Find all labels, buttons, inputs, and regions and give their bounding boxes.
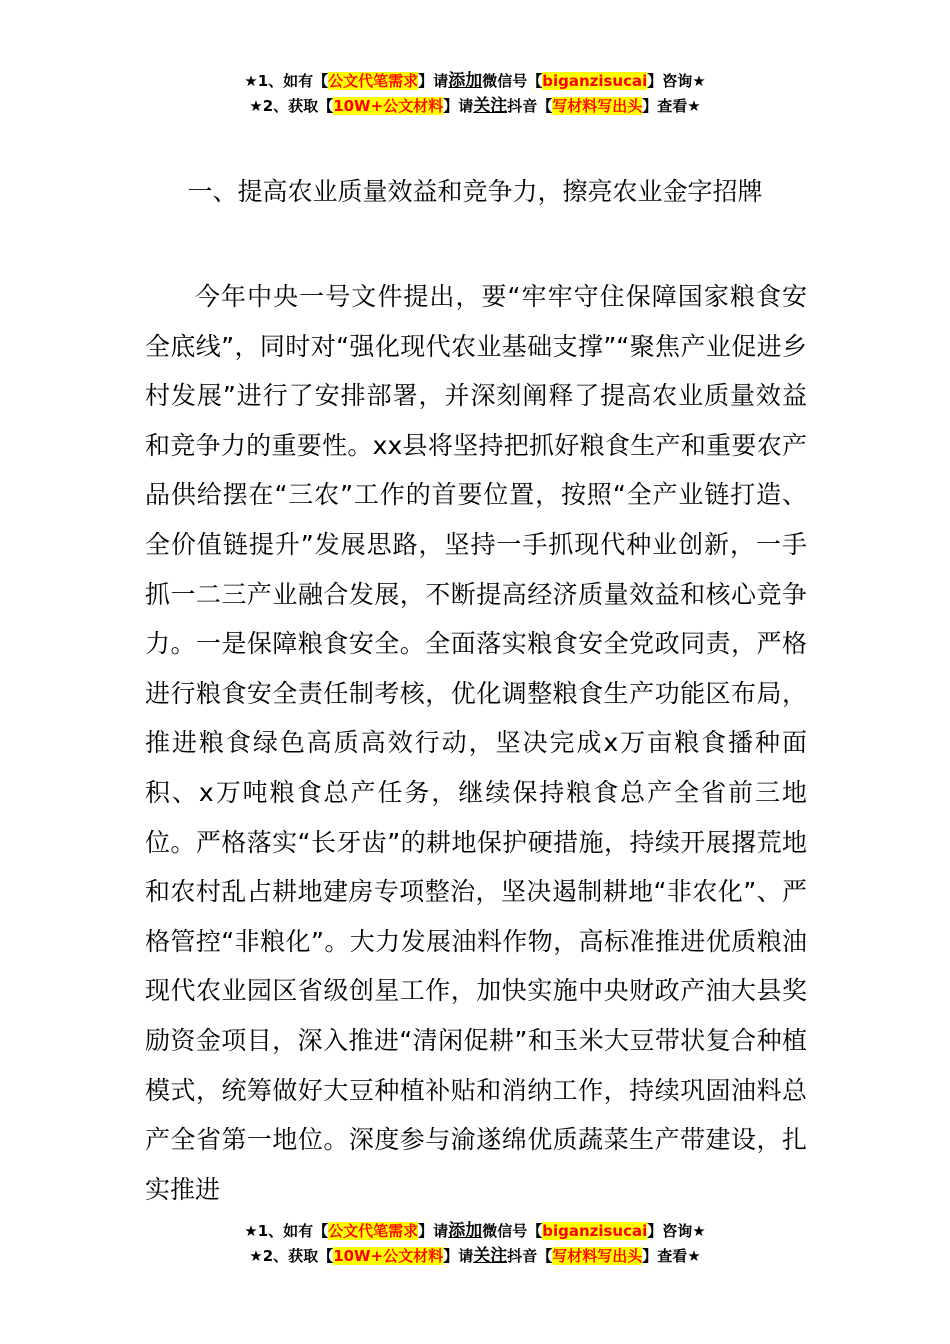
- section-heading: 一、提高农业质量效益和竞争力，擦亮农业金字招牌: [187, 177, 763, 206]
- highlight-service: 公文代笔需求: [328, 1222, 419, 1240]
- header-banner-line-2: ★2、获取【10W+公文材料】请关注抖音【写材料写出头】查看★: [249, 96, 701, 116]
- footer-banner: [0, 1219, 950, 1269]
- footer-banner-line-1: ★1、如有【公文代笔需求】请添加微信号【biganzisucai】咨询★: [244, 1221, 706, 1241]
- highlight-service: 公文代笔需求: [328, 72, 419, 90]
- underlined-follow: 关注: [473, 1246, 508, 1266]
- highlight-douyin-account: 写材料写出头: [552, 97, 643, 115]
- highlight-materials: 10W+公文材料: [333, 1247, 444, 1265]
- header-banner-line-1: ★1、如有【公文代笔需求】请添加微信号【biganzisucai】咨询★: [244, 71, 706, 91]
- highlight-wechat-id: biganzisucai: [542, 72, 648, 90]
- underlined-follow: 关注: [473, 96, 508, 116]
- body-paragraph: 今年中央一号文件提出，要“牢牢守住保障国家粮食安全底线”，同时对“强化现代农业基础支撑”“聚焦产业促进乡村发展”进行了安排部署，并深刻阐释了提高农业质量效益和竞争力的重要性。xx县将坚持把抓好粮食生产和重要农产品供给摆在“三农”工作的首要位置，按照“全产业链打造、全价值链提升”发展思路，坚持一手抓现代种业创新，一手抓一二三产业融合发展，不断提高经济质量效益和核心竞争力。一是保障粮食安全。全面落实粮食安全党政同责，严格进行粮食安全责任制考核，优化调整粮食生产功能区布局，推进粮食绿色高质高效行动，坚决完成x万亩粮食播种面积、x万吨粮食总产任务，继续保持粮食总产全省前三地位。严格落实“长牙齿”的耕地保护硬措施，持续开展撂荒地和农村乱占耕地建房专项整治，坚决遏制耕地“非农化”、严格管控“非粮化”。大力发展油料作物，高标准推进优质粮油现代农业园区省级创星工作，加快实施中央财政产油大县奖励资金项目，深入推进“清闲促耕”和玉米大豆带状复合种植模式，统筹做好大豆种植补贴和消纳工作，持续巩固油料总产全省第一地位。深度参与渝遂绵优质蔬菜生产带建设，扎实推进: [145, 282, 807, 1204]
- footer-banner-line-2: ★2、获取【10W+公文材料】请关注抖音【写材料写出头】查看★: [249, 1246, 701, 1266]
- underlined-add: 添加: [448, 71, 483, 91]
- underlined-add: 添加: [448, 1221, 483, 1241]
- highlight-materials: 10W+公文材料: [333, 97, 444, 115]
- highlight-wechat-id: biganzisucai: [542, 1222, 648, 1240]
- highlight-douyin-account: 写材料写出头: [552, 1247, 643, 1265]
- header-banner: [0, 69, 950, 119]
